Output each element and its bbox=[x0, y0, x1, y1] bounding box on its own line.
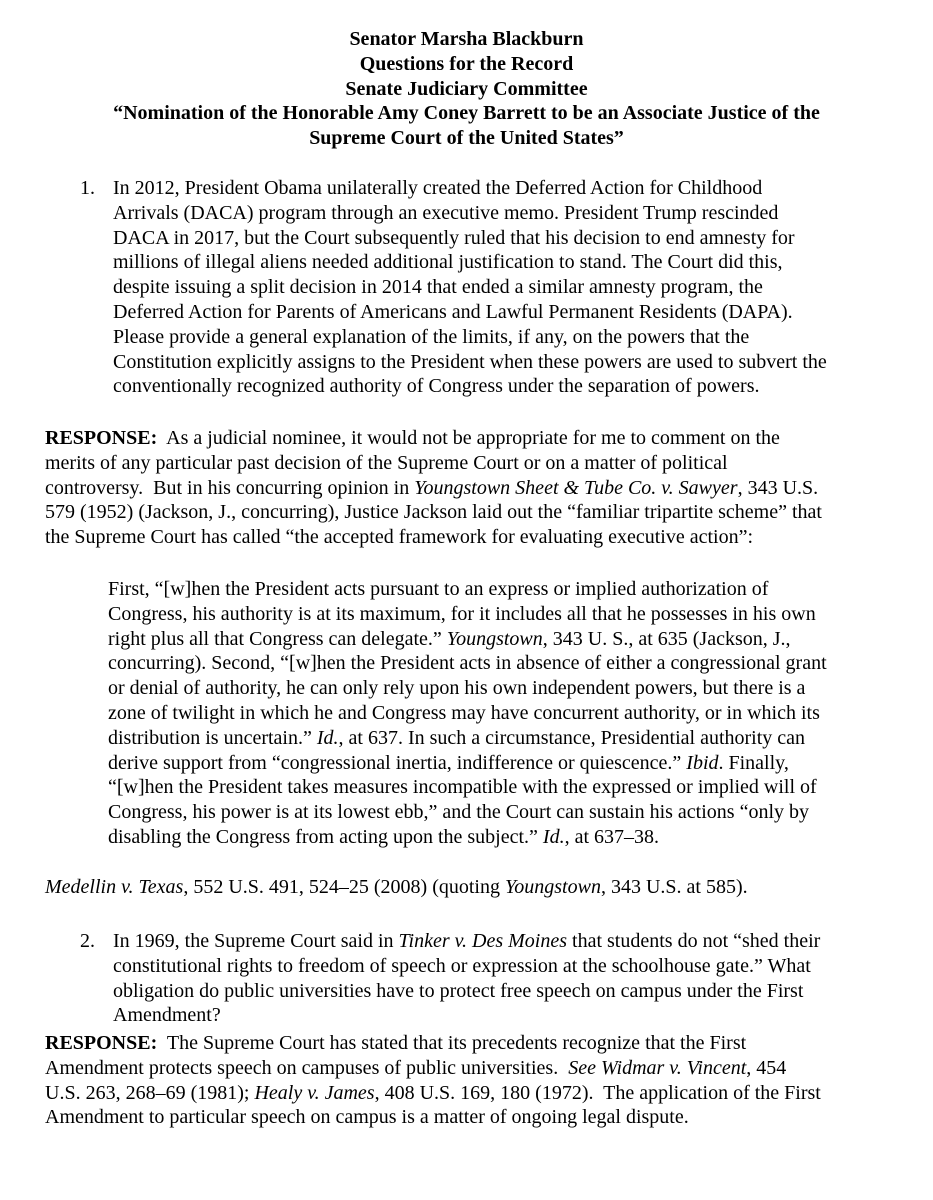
text-run: Amendment to particular speech on campus is a matter of ongoing legal dispute. bbox=[45, 1106, 689, 1129]
text-line bbox=[108, 627, 827, 652]
question-2-number: 2. bbox=[80, 930, 95, 952]
text-run: “[w]hen the President takes measures incompatible with the expressed or implied will of bbox=[108, 776, 817, 799]
text-run: zone of twilight in which he and Congress may have concurrent authority, or in which its bbox=[108, 701, 820, 724]
text-line bbox=[113, 300, 827, 325]
text-line bbox=[113, 226, 827, 251]
text-run: merits of any particular past decision of the Supreme Court or on a matter of political bbox=[45, 451, 728, 474]
text-run: Amendment? bbox=[113, 1004, 221, 1027]
text-line bbox=[113, 250, 827, 275]
text-run: . Finally, bbox=[718, 751, 789, 774]
italic-citation: Id. bbox=[542, 825, 565, 848]
italic-citation: Youngstown Sheet & Tube Co. v. Sawyer bbox=[414, 476, 738, 499]
text-run: In 1969, the Supreme Court said in bbox=[113, 930, 399, 952]
text-run: distribution is uncertain.” bbox=[108, 726, 317, 749]
block-quote bbox=[108, 577, 827, 850]
text-run: millions of illegal aliens needed additional justification to stand. The Court did this, bbox=[113, 251, 783, 274]
text-run: Congress, his authority is at its maximum, for it includes all that he possesses in his own bbox=[108, 602, 816, 625]
text-run: obligation do public universities have to protect free speech on campus under the First bbox=[113, 979, 804, 1002]
text-line bbox=[45, 500, 822, 525]
text-run: First, “[w]hen the President acts pursuant to an express or implied authorization of bbox=[108, 578, 769, 600]
text-run: , 454 bbox=[746, 1056, 787, 1079]
italic-citation: Medellin v. Texas bbox=[45, 876, 184, 898]
text-run: , 552 U.S. 491, 524–25 (2008) (quoting bbox=[183, 876, 505, 898]
text-line bbox=[113, 325, 827, 350]
text-line bbox=[45, 426, 822, 451]
text-run: , at 637. In such a circumstance, Presidential authority can bbox=[338, 726, 806, 749]
text-line bbox=[108, 800, 827, 825]
text-run: , 343 U.S. bbox=[737, 476, 819, 499]
text-line bbox=[113, 954, 820, 979]
text-run: 579 (1952) (Jackson, J., concurring), Justice Jackson laid out the “familiar tripartite scheme” that bbox=[45, 501, 822, 524]
text-line bbox=[113, 275, 827, 300]
text-line bbox=[108, 577, 827, 602]
italic-citation: Tinker v. Des Moines bbox=[398, 930, 568, 952]
text-run: concurring). Second, “[w]hen the President acts in absence of either a congressional grant bbox=[108, 652, 827, 675]
text-line bbox=[45, 525, 822, 550]
text-line bbox=[45, 1105, 821, 1130]
text-line bbox=[113, 1003, 820, 1028]
text-line bbox=[113, 929, 820, 954]
text-run: despite issuing a split decision in 2014 that ended a similar amnesty program, the bbox=[113, 276, 763, 299]
text-line bbox=[113, 350, 827, 375]
text-run: The Supreme Court has stated that its precedents recognize that the First bbox=[157, 1032, 747, 1054]
text-run: Amendment protects speech on campuses of public universities. bbox=[45, 1056, 569, 1079]
text-line bbox=[108, 651, 827, 676]
title-line: Questions for the Record bbox=[359, 52, 574, 75]
text-line bbox=[108, 701, 827, 726]
text-run: the Supreme Court has called “the accepted framework for evaluating executive action”: bbox=[45, 526, 754, 549]
text-line bbox=[113, 979, 820, 1004]
text-run: derive support from “congressional inertia, indifference or quiescence.” bbox=[108, 751, 687, 774]
text-run: In 2012, President Obama unilaterally created the Deferred Action for Childhood bbox=[113, 177, 763, 199]
italic-citation: Id. bbox=[316, 726, 339, 749]
text-run: constitutional rights to freedom of speech or expression at the schoolhouse gate.” What bbox=[113, 954, 811, 977]
question-1-text bbox=[113, 176, 827, 399]
response-1-text bbox=[45, 426, 822, 550]
italic-citation: Youngstown bbox=[504, 876, 601, 898]
text-line bbox=[108, 676, 827, 701]
text-line bbox=[113, 374, 827, 399]
text-line bbox=[113, 201, 827, 226]
text-run: , at 637–38. bbox=[564, 825, 660, 848]
text-run: As a judicial nominee, it would not be appropriate for me to comment on the bbox=[157, 427, 780, 449]
response-label: RESPONSE: bbox=[45, 427, 158, 449]
document-title bbox=[0, 27, 933, 151]
text-line bbox=[45, 875, 748, 900]
text-line bbox=[45, 476, 822, 501]
title-line: Supreme Court of the United States” bbox=[309, 127, 624, 150]
title-line: “Nomination of the Honorable Amy Coney Barrett to be an Associate Justice of the bbox=[113, 102, 820, 125]
text-run: , 343 U.S. at 585). bbox=[600, 876, 748, 898]
text-run: or denial of authority, he can only rely upon his own independent powers, but there is a bbox=[108, 677, 806, 700]
italic-citation: Ibid bbox=[686, 751, 719, 774]
text-line bbox=[108, 825, 827, 850]
text-run: that students do not “shed their bbox=[567, 930, 821, 952]
text-run: conventionally recognized authority of Congress under the separation of powers. bbox=[113, 375, 760, 398]
text-run: U.S. 263, 268–69 (1981); bbox=[45, 1081, 255, 1104]
text-run: Constitution explicitly assigns to the President when these powers are used to subvert the bbox=[113, 350, 827, 373]
text-line bbox=[113, 176, 827, 201]
italic-citation: Youngstown bbox=[446, 627, 543, 650]
text-line bbox=[45, 1056, 821, 1081]
text-line bbox=[108, 775, 827, 800]
text-run: Arrivals (DACA) program through an executive memo. President Trump rescinded bbox=[113, 201, 779, 224]
text-line bbox=[108, 602, 827, 627]
question-2-text bbox=[113, 929, 820, 1028]
text-line bbox=[45, 451, 822, 476]
title-line: Senate Judiciary Committee bbox=[345, 77, 588, 100]
text-run: Please provide a general explanation of the limits, if any, on the powers that the bbox=[113, 325, 750, 348]
italic-citation: See Widmar v. Vincent bbox=[568, 1056, 747, 1079]
text-line bbox=[108, 726, 827, 751]
text-line bbox=[108, 751, 827, 776]
text-run: right plus all that Congress can delegate.” bbox=[108, 627, 447, 650]
text-run: controversy. But in his concurring opinion in bbox=[45, 476, 415, 499]
response-label: RESPONSE: bbox=[45, 1032, 158, 1054]
text-run: Deferred Action for Parents of Americans and Lawful Permanent Residents (DAPA). bbox=[113, 300, 793, 323]
text-line bbox=[45, 1081, 821, 1106]
text-run: , 343 U. S., at 635 (Jackson, J., bbox=[542, 627, 791, 650]
text-run: , 408 U.S. 169, 180 (1972). The application of the First bbox=[374, 1081, 821, 1104]
text-run: Congress, his power is at its lowest ebb,” and the Court can sustain his actions “only by bbox=[108, 801, 810, 824]
title-line: Senator Marsha Blackburn bbox=[349, 28, 584, 50]
response-2-text bbox=[45, 1031, 821, 1130]
citation bbox=[45, 875, 748, 900]
text-run: DACA in 2017, but the Court subsequently ruled that his decision to end amnesty for bbox=[113, 226, 795, 249]
italic-citation: Healy v. James bbox=[254, 1081, 375, 1104]
text-run: disabling the Congress from acting upon the subject.” bbox=[108, 825, 543, 848]
text-line bbox=[45, 1031, 821, 1056]
question-1-number: 1. bbox=[80, 177, 95, 199]
